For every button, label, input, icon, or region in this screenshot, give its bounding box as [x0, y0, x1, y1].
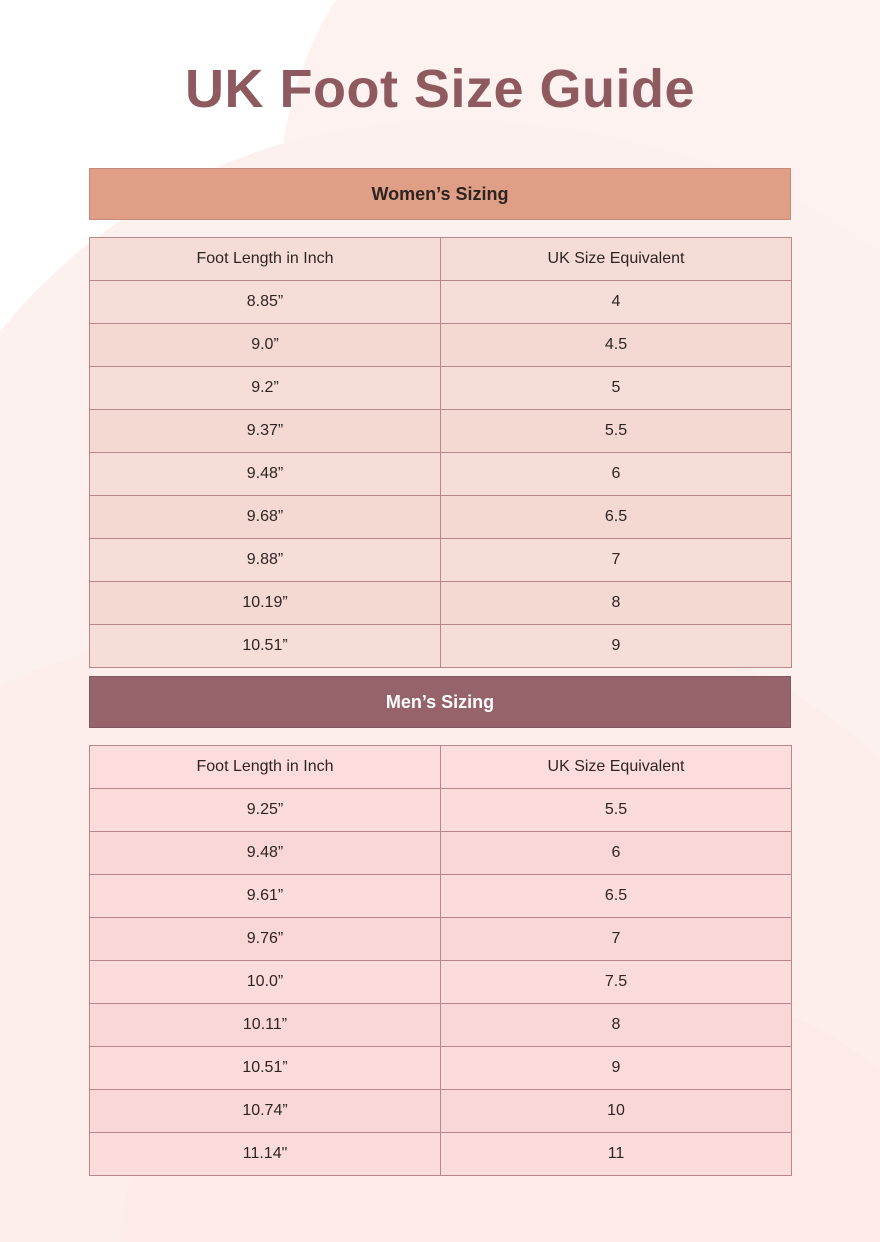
cell-uk-size: 8: [441, 1004, 792, 1047]
table-row: [90, 453, 792, 496]
cell-uk-size: 10: [441, 1090, 792, 1133]
table-row: [90, 1004, 792, 1047]
cell-uk-size: 5: [441, 367, 792, 410]
table-row: [90, 496, 792, 539]
cell-foot-length: 9.68”: [90, 496, 441, 539]
table-row: [90, 918, 792, 961]
table-row: [90, 961, 792, 1004]
cell-uk-size: 7: [441, 539, 792, 582]
column-header-foot-length: Foot Length in Inch: [90, 746, 441, 789]
page-title: UK Foot Size Guide: [184, 59, 695, 119]
cell-uk-size: 5.5: [441, 410, 792, 453]
table-row: [90, 875, 792, 918]
cell-uk-size: 11: [441, 1133, 792, 1176]
table-header-row: [90, 238, 792, 281]
table-row: [90, 410, 792, 453]
cell-foot-length: 10.19”: [90, 582, 441, 625]
womens-sizing-section: [89, 168, 791, 668]
cell-uk-size: 9: [441, 1047, 792, 1090]
cell-foot-length: 9.2”: [90, 367, 441, 410]
womens-sizing-heading: Women’s Sizing: [89, 168, 791, 220]
mens-sizing-table: [89, 745, 792, 1176]
cell-foot-length: 9.61”: [90, 875, 441, 918]
table-row: [90, 582, 792, 625]
cell-uk-size: 8: [441, 582, 792, 625]
cell-uk-size: 6: [441, 832, 792, 875]
column-header-uk-size: UK Size Equivalent: [441, 746, 792, 789]
column-header-uk-size: UK Size Equivalent: [441, 238, 792, 281]
cell-foot-length: 11.14": [90, 1133, 441, 1176]
table-row: [90, 832, 792, 875]
cell-foot-length: 10.74”: [90, 1090, 441, 1133]
cell-foot-length: 10.0”: [90, 961, 441, 1004]
cell-uk-size: 6: [441, 453, 792, 496]
table-row: [90, 539, 792, 582]
cell-uk-size: 4: [441, 281, 792, 324]
mens-sizing-section: [89, 676, 791, 1176]
table-row: [90, 1090, 792, 1133]
cell-foot-length: 9.37”: [90, 410, 441, 453]
table-row: [90, 1133, 792, 1176]
womens-sizing-table: [89, 237, 792, 668]
cell-uk-size: 7.5: [441, 961, 792, 1004]
table-row: [90, 625, 792, 668]
table-row: [90, 367, 792, 410]
cell-foot-length: 9.48”: [90, 453, 441, 496]
column-header-foot-length: Foot Length in Inch: [90, 238, 441, 281]
cell-uk-size: 6.5: [441, 496, 792, 539]
cell-uk-size: 7: [441, 918, 792, 961]
cell-foot-length: 8.85”: [90, 281, 441, 324]
cell-foot-length: 9.25”: [90, 789, 441, 832]
table-header-row: [90, 746, 792, 789]
cell-foot-length: 10.51”: [90, 1047, 441, 1090]
cell-foot-length: 9.88”: [90, 539, 441, 582]
table-row: [90, 324, 792, 367]
table-row: [90, 281, 792, 324]
table-row: [90, 1047, 792, 1090]
cell-uk-size: 4.5: [441, 324, 792, 367]
cell-uk-size: 5.5: [441, 789, 792, 832]
cell-foot-length: 10.11”: [90, 1004, 441, 1047]
mens-sizing-heading: Men’s Sizing: [89, 676, 791, 728]
cell-uk-size: 6.5: [441, 875, 792, 918]
cell-foot-length: 9.0”: [90, 324, 441, 367]
cell-uk-size: 9: [441, 625, 792, 668]
cell-foot-length: 9.76”: [90, 918, 441, 961]
cell-foot-length: 10.51”: [90, 625, 441, 668]
table-row: [90, 789, 792, 832]
cell-foot-length: 9.48”: [90, 832, 441, 875]
